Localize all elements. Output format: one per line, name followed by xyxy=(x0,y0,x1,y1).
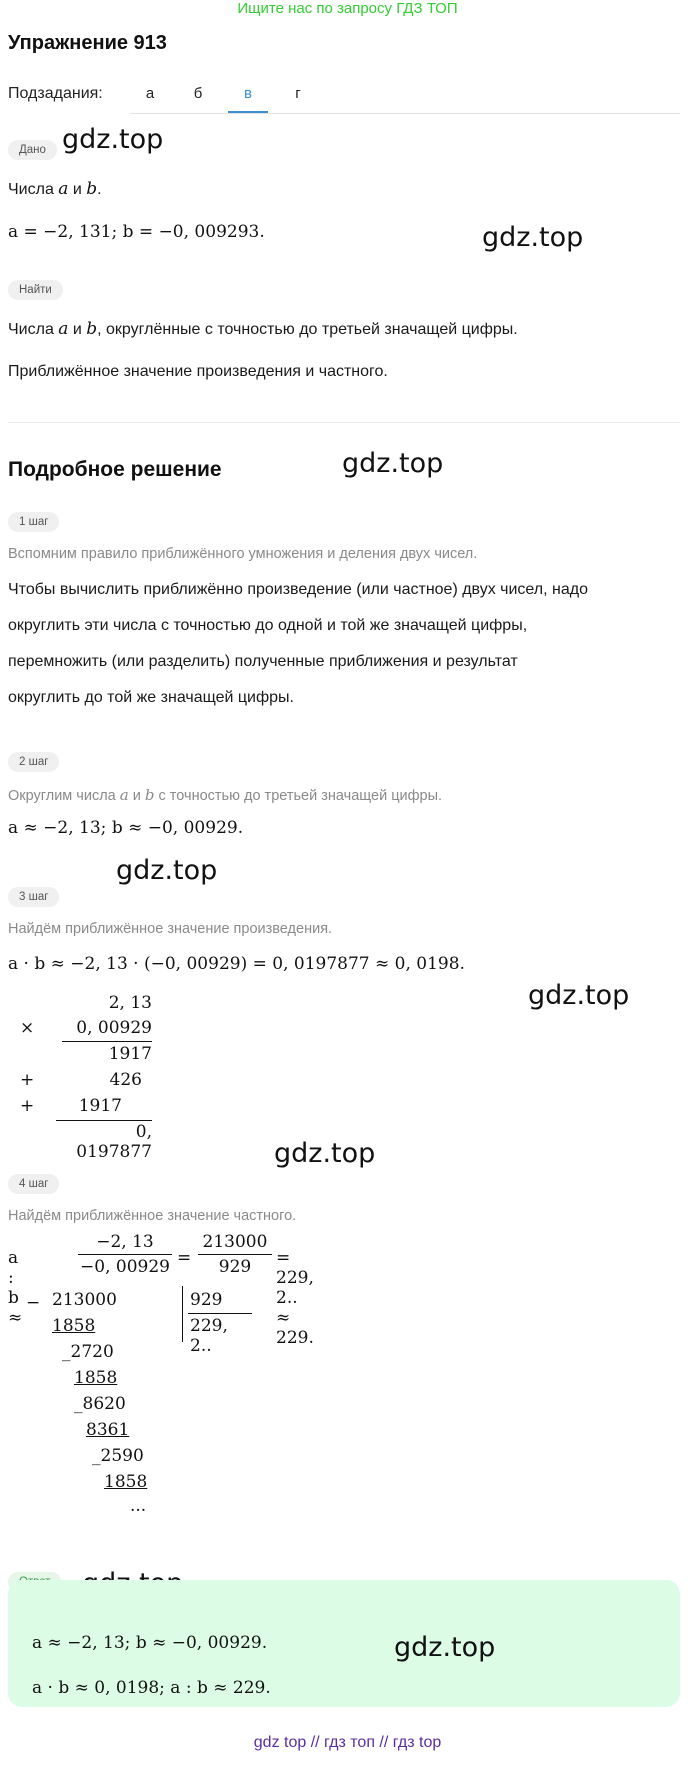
top-banner[interactable]: Ищите нас по запросу ГДЗ ТОП xyxy=(237,0,458,17)
tabs-baseline xyxy=(130,113,680,114)
division-remainder: _2590 xyxy=(92,1446,144,1466)
solution-title: Подробное решение xyxy=(8,458,222,481)
step-1-line: округлить эти числа с точностью до одной и той же значащей цифры, xyxy=(8,617,528,634)
active-tab-indicator xyxy=(228,111,268,113)
watermark: gdz.top xyxy=(528,980,630,1011)
division-remainder: _2720 xyxy=(62,1342,114,1362)
tab-v[interactable]: в xyxy=(244,85,252,102)
step-2-hint: Округлим числа a и b с точностью до третьей значащей цифры. xyxy=(8,786,443,804)
step-3-math: a · b ≈ −2, 13 · (−0, 00929) = 0, 0197877 ≈ 0, 0198. xyxy=(8,954,465,974)
find-badge: Найти xyxy=(8,280,63,300)
step-2-math: a ≈ −2, 13; b ≈ −0, 00929. xyxy=(8,818,244,838)
step-3-hint: Найдём приближённое значение произведения. xyxy=(8,921,333,937)
given-line-1: Числа a и b. xyxy=(8,179,102,199)
subtasks-label: Подзадания: xyxy=(8,85,103,102)
given-values: a = −2, 131; b = −0, 009293. xyxy=(8,222,265,242)
answer-line-2: a · b ≈ 0, 0198; a : b ≈ 229. xyxy=(32,1678,271,1698)
footer-links[interactable]: gdz top // гдз топ // гдз top xyxy=(253,1734,442,1751)
step-1-line: Чтобы вычислить приближённо произведение (или частное) двух чисел, надо xyxy=(8,581,588,598)
tab-a[interactable]: а xyxy=(145,85,155,102)
section-divider xyxy=(8,422,680,423)
given-badge: Дано xyxy=(8,140,57,160)
step-1-line: перемножить (или разделить) полученные приближения и результат xyxy=(8,653,518,670)
tab-b[interactable]: б xyxy=(193,85,203,102)
page-title: Упражнение 913 xyxy=(8,32,167,54)
watermark: gdz.top xyxy=(62,124,164,155)
watermark: gdz.top xyxy=(394,1632,496,1663)
watermark: gdz.top xyxy=(342,448,444,479)
division-remainder: _8620 xyxy=(74,1394,126,1414)
step-1-line: округлить до той же значащей цифры. xyxy=(8,689,294,706)
step-3-badge: 3 шаг xyxy=(8,887,59,907)
answer-line-1: a ≈ −2, 13; b ≈ −0, 00929. xyxy=(32,1633,268,1653)
step-1-hint: Вспомним правило приближённого умножения и деления двух чисел. xyxy=(8,546,478,562)
find-line-2: Приближённое значение произведения и частного. xyxy=(8,363,388,380)
step-4-badge: 4 шаг xyxy=(8,1174,59,1194)
watermark: gdz.top xyxy=(274,1138,376,1169)
find-line-1: Числа a и b, округлённые с точностью до третьей значащей цифры. xyxy=(8,319,518,339)
step-4-hint: Найдём приближённое значение частного. xyxy=(8,1208,297,1224)
watermark: gdz.top xyxy=(482,222,584,253)
step-2-badge: 2 шаг xyxy=(8,752,59,772)
tab-g[interactable]: г xyxy=(295,85,301,102)
step-1-badge: 1 шаг xyxy=(8,512,59,532)
watermark: gdz.top xyxy=(116,855,218,886)
